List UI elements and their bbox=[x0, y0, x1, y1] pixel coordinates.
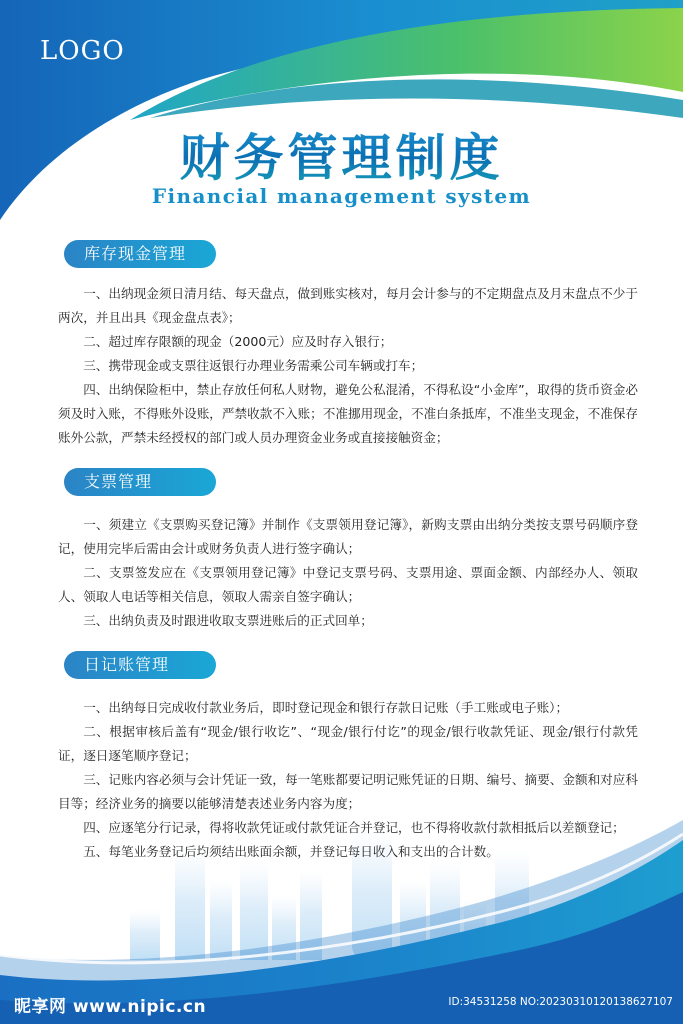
logo: LOGO bbox=[40, 36, 125, 66]
paragraph: 一、出纳现金须日清月结、每天盘点，做到账实核对，每月会计参与的不定期盘点及月末盘点不少于两次，并且出具《现金盘点表》； bbox=[58, 286, 638, 325]
page-title: 财务管理制度 bbox=[0, 118, 683, 190]
paragraph: 四、应逐笔分行记录，得将收款凭证或付款凭证合并登记，也不得将收款付款相抵后以差额登记； bbox=[83, 820, 625, 835]
section-heading: 日记账管理 bbox=[64, 651, 216, 679]
page-subtitle: Financial management system bbox=[151, 184, 532, 208]
paragraph: 三、记账内容必须与会计凭证一致，每一笔账都要记明记账凭证的日期、编号、摘要、金额和对应科目等；经济业务的摘要以能够清楚表述业务内容为度； bbox=[58, 772, 638, 811]
paragraph: 二、根据审核后盖有“现金/银行收讫”、“现金/银行付讫”的现金/银行收款凭证、现金/银行付款凭证，逐日逐笔顺序登记； bbox=[58, 724, 638, 763]
paragraph: 一、出纳每日完成收付款业务后，即时登记现金和银行存款日记账（手工账或电子账）； bbox=[83, 700, 569, 715]
paragraph: 五、每笔业务登记后均须结出账面余额，并登记每日收入和支出的合计数。 bbox=[83, 844, 499, 859]
section-heading: 库存现金管理 bbox=[64, 240, 216, 268]
paragraph: 三、携带现金或支票往返银行办理业务需乘公司车辆或打车； bbox=[83, 358, 424, 373]
section-heading: 支票管理 bbox=[64, 468, 216, 496]
paragraph: 一、须建立《支票购买登记簿》并制作《支票领用登记簿》，新购支票由出纳分类按支票号码顺序登记，使用完毕后需由会计或财务负责人进行签字确认； bbox=[58, 517, 638, 556]
paragraph: 二、超过库存限额的现金（2000元）应及时存入银行； bbox=[83, 334, 393, 349]
watermark-id: ID:34531258 NO:20230310120138627107 bbox=[448, 996, 673, 1008]
paragraph: 三、出纳负责及时跟进收取支票进账后的正式回单； bbox=[83, 613, 373, 628]
paragraph: 二、支票签发应在《支票领用登记簿》中登记支票号码、支票用途、票面金额、内部经办人、领取人、领取人电话等相关信息，领取人需亲自签字确认； bbox=[58, 565, 638, 604]
watermark-brand: 昵享网 www.nipic.cn bbox=[14, 997, 207, 1017]
paragraph: 四、出纳保险柜中，禁止存放任何私人财物，避免公私混淆，不得私设“小金库”，取得的货币资金必须及时入账，不得账外设账，严禁收款不入账；不准挪用现金，不准白条抵库，不准坐支现金，不准保存账外公款，严禁未经授权的部门或人员办理资金业务或直接接触资金； bbox=[58, 382, 638, 445]
